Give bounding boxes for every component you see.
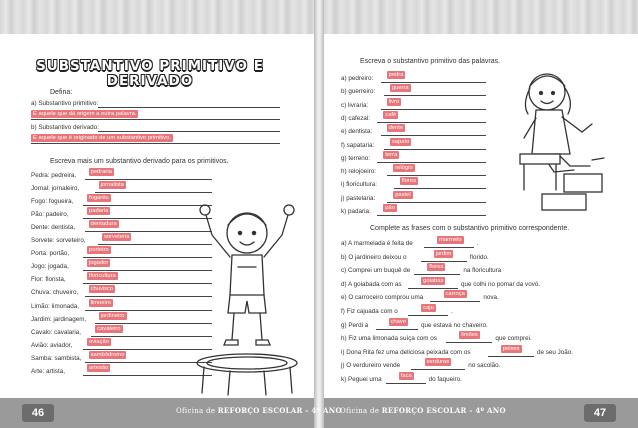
answer-line bbox=[85, 179, 212, 180]
primitive-prompt: a) pedreiro: bbox=[341, 75, 374, 82]
primitive-answer: flores bbox=[401, 178, 416, 185]
sentence-start: k) Peguei uma bbox=[341, 376, 382, 383]
sentence-answer: goiabas bbox=[423, 277, 444, 284]
sentence-start: f) Fiz cajuada com o bbox=[341, 308, 398, 315]
answer-line bbox=[381, 109, 486, 110]
answer-line bbox=[98, 107, 280, 108]
footer-right: Oficina de REFORÇO ESCOLAR - 4º ANO bbox=[340, 406, 506, 415]
derived-prompt: Porta: portão, bbox=[31, 250, 70, 258]
primitive-prompt: g) terreno: bbox=[341, 154, 371, 162]
primitive-answer: dente bbox=[388, 125, 404, 132]
derived-answer: aviação bbox=[89, 338, 109, 345]
sentence-start: b) O jardineiro deixou o bbox=[341, 253, 407, 261]
sentence-end: florido. bbox=[469, 253, 489, 261]
sentence-answer: jardim bbox=[435, 250, 452, 257]
derived-prompt: Jogo: jogada, bbox=[31, 263, 69, 271]
derived-prompt: Arte: artista, bbox=[31, 367, 65, 375]
sentence-end: do faqueiro. bbox=[428, 376, 462, 383]
primitive-prompt: i) floricultura: bbox=[341, 181, 378, 189]
answer-line bbox=[387, 175, 486, 176]
derived-prompt: Jornal: jornaleiro, bbox=[31, 185, 80, 193]
boy-trampoline-illustration bbox=[190, 195, 305, 400]
answer-line bbox=[376, 329, 418, 330]
primitive-prompt: c) livraria: bbox=[341, 101, 369, 109]
derived-prompt: Chuva: chuveiro, bbox=[31, 289, 79, 297]
primitive-prompt: k) padaria: bbox=[341, 208, 371, 215]
sentence-end: que estava no chaveiro. bbox=[421, 321, 488, 329]
sentence-answer: caju bbox=[423, 305, 434, 311]
sentence-start: c) Comprei um buquê de bbox=[341, 267, 411, 275]
answer-line bbox=[424, 247, 474, 248]
derived-prompt: Pedra: pedreira, bbox=[31, 172, 77, 179]
definition-a-label: a) Substantivo primitivo: bbox=[31, 100, 99, 107]
derived-answer: artesão bbox=[89, 364, 109, 371]
derived-prompt: Fogo: fogueira, bbox=[31, 198, 74, 206]
answer-line bbox=[408, 315, 448, 316]
sentence-answer: chave bbox=[390, 318, 406, 325]
definition-a-answer: É aquele que dá origem a outra palavra. bbox=[33, 111, 137, 117]
page-number-left: 46 bbox=[22, 404, 54, 422]
answer-line bbox=[95, 192, 212, 193]
derived-prompt: Dente: dentista, bbox=[31, 224, 76, 232]
derived-answer: pedraria bbox=[90, 169, 112, 175]
sentence-end: de seu João. bbox=[537, 348, 574, 356]
answer-line bbox=[98, 131, 280, 132]
answer-line bbox=[421, 261, 467, 262]
derived-prompt: Jardim: jardinagem, bbox=[31, 315, 87, 323]
page-number-right: 47 bbox=[584, 404, 616, 422]
answer-line bbox=[414, 274, 460, 275]
sentence-answer: marmelo bbox=[439, 237, 462, 243]
primitive-answer: relógio bbox=[395, 165, 413, 172]
sentence-end: . bbox=[477, 240, 479, 247]
page-title-line2: DERIVADO bbox=[106, 73, 194, 89]
derived-prompt: Limão: limonada, bbox=[31, 302, 79, 310]
primitive-prompt: e) dentista: bbox=[341, 128, 373, 136]
sentence-end: . bbox=[451, 308, 453, 315]
answer-line bbox=[381, 82, 486, 83]
instruction-primitive: Escreva o substantivo primitivo das palavras. bbox=[360, 58, 501, 65]
derived-answer: dentadura bbox=[90, 221, 117, 228]
derived-answer: limoeiro bbox=[90, 299, 111, 306]
derived-answer: sorveteria bbox=[104, 234, 130, 241]
sentence-start: a) A marmelada é feita de bbox=[341, 240, 413, 247]
answer-line bbox=[411, 369, 465, 370]
sentence-start: d) A goiabada com as bbox=[341, 280, 402, 288]
derived-answer: jogador bbox=[89, 260, 109, 267]
derived-answer: jardineiro bbox=[100, 312, 125, 319]
answer-line bbox=[381, 135, 486, 136]
sentence-start: i) Dona Rita fez uma deliciosa peixada com os bbox=[341, 348, 471, 356]
answer-line bbox=[430, 301, 480, 302]
sentence-answer: peixes bbox=[502, 345, 520, 352]
derived-prompt: Samba: sambista, bbox=[31, 354, 82, 362]
derived-prompt: Cavalo: cavalaria, bbox=[31, 328, 82, 336]
page-title-line1: SUBSTANTIVO PRIMITIVO E bbox=[36, 58, 264, 74]
sentence-answer: faca bbox=[400, 373, 412, 379]
derived-answer: chuvisco bbox=[90, 286, 114, 293]
answer-line bbox=[386, 383, 426, 384]
primitive-answer: livro bbox=[388, 98, 400, 105]
footer-left: Oficina de REFORÇO ESCOLAR - 4º ANO bbox=[176, 406, 342, 415]
answer-line bbox=[394, 188, 486, 189]
primitive-answer: terra bbox=[385, 151, 398, 158]
derived-answer: floricultura bbox=[89, 273, 116, 280]
answer-line bbox=[387, 202, 486, 203]
derived-prompt: Flor: florista, bbox=[31, 276, 66, 284]
definition-b-answer: É aquele que é originado de um substantivo primitivo. bbox=[33, 135, 171, 141]
answer-line bbox=[446, 342, 492, 343]
define-label: Defina: bbox=[50, 89, 73, 96]
answer-line bbox=[384, 149, 486, 150]
primitive-answer: guerra bbox=[391, 85, 409, 92]
primitive-answer: café bbox=[385, 111, 397, 118]
sentence-end: nova. bbox=[483, 294, 499, 302]
derived-answer: padaria bbox=[89, 208, 109, 215]
sentence-end: que comprei. bbox=[495, 335, 532, 343]
sentence-answer: flores bbox=[429, 264, 444, 271]
answer-line bbox=[31, 119, 280, 120]
derived-answer: porteiro bbox=[89, 247, 109, 254]
answer-line bbox=[488, 356, 534, 357]
definition-b-label: b) Substantivo derivado: bbox=[31, 124, 99, 131]
primitive-answer: pão bbox=[385, 205, 395, 211]
sentence-end: no sacolão. bbox=[468, 362, 501, 370]
answer-line bbox=[377, 215, 486, 216]
sentence-end: que colhi no pomar da vovó. bbox=[461, 280, 541, 288]
primitive-answer: pastel bbox=[395, 191, 411, 198]
answer-line bbox=[384, 95, 486, 96]
sentence-start: j) O verdureiro vende bbox=[341, 362, 401, 370]
sentence-end: na floricultura bbox=[463, 267, 502, 275]
sentence-answer: limões bbox=[461, 332, 478, 339]
page-gutter bbox=[314, 0, 324, 428]
answer-line bbox=[377, 162, 486, 163]
answer-line bbox=[408, 288, 458, 289]
answer-line bbox=[31, 143, 280, 144]
primitive-answer: pedra bbox=[388, 72, 404, 78]
wood-header-right bbox=[324, 0, 638, 34]
primitive-prompt: f) sapataria: bbox=[341, 141, 375, 149]
primitive-prompt: b) guerreiro: bbox=[341, 88, 376, 96]
primitive-prompt: h) relojoeiro: bbox=[341, 168, 376, 176]
girl-stool-illustration bbox=[512, 62, 612, 222]
derived-answer: sambódromo bbox=[90, 351, 125, 358]
derived-prompt: Avião: aviador, bbox=[31, 341, 73, 349]
sentence-answer: carroça bbox=[445, 291, 465, 298]
derived-prompt: Sorvete: sorveteiro, bbox=[31, 237, 86, 245]
primitive-prompt: j) pastelaria: bbox=[341, 194, 376, 202]
sentence-answer: verduras bbox=[426, 359, 450, 366]
primitive-prompt: d) cafezal: bbox=[341, 114, 371, 122]
derived-answer: jornalista bbox=[100, 182, 124, 189]
instruction-complete: Complete as frases com o substantivo primitivo correspondente. bbox=[370, 225, 570, 232]
instruction-left: Escreva mais um substantivo derivado para os primitivos. bbox=[50, 158, 229, 165]
derived-answer: cavaleiro bbox=[97, 325, 121, 332]
answer-line bbox=[377, 122, 486, 123]
derived-answer: fogaréu bbox=[89, 195, 109, 202]
sentence-start: h) Fiz uma limonada suíça com os bbox=[341, 335, 437, 343]
sentence-start: e) O carroceiro comprou uma bbox=[341, 294, 424, 302]
primitive-answer: sapato bbox=[391, 138, 410, 145]
wood-header-left bbox=[0, 0, 314, 34]
sentence-start: g) Perdi a bbox=[341, 321, 369, 329]
derived-prompt: Pão: padeiro, bbox=[31, 211, 69, 219]
